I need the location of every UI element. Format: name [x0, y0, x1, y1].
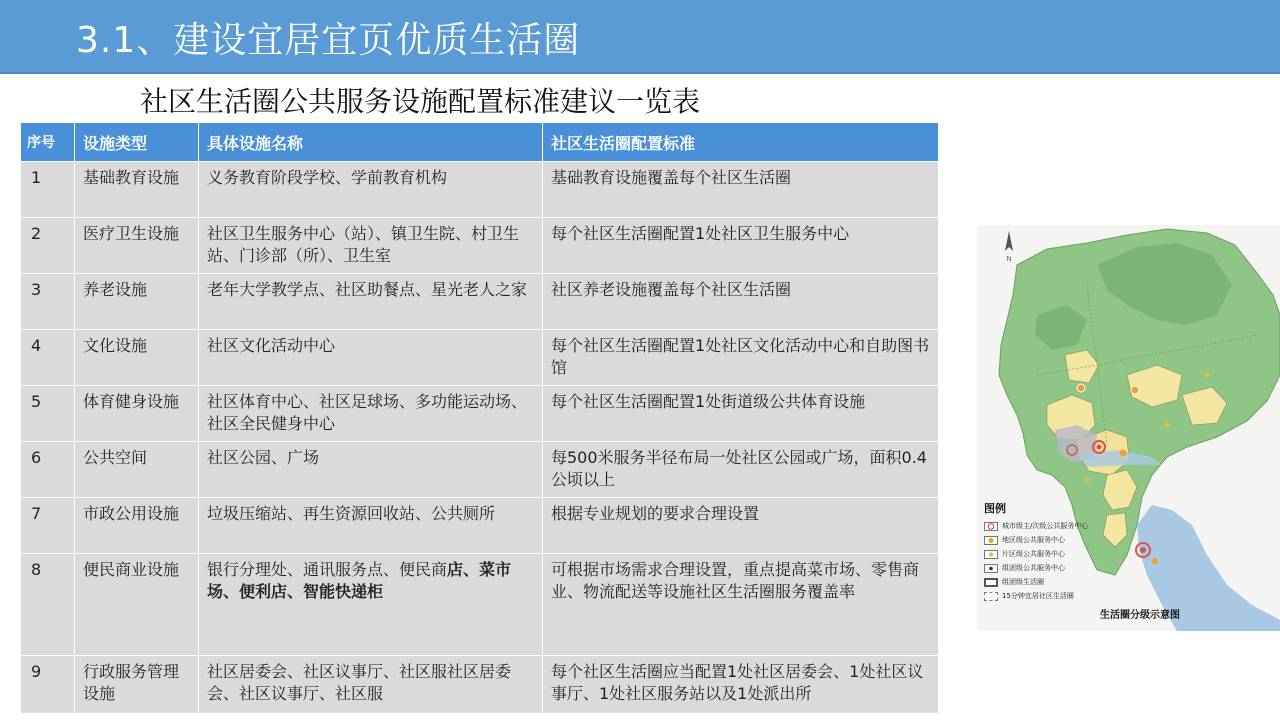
cell-no: 6	[21, 442, 75, 498]
header-no: 序号	[21, 123, 75, 162]
legend-item	[984, 561, 1164, 575]
cell-type: 便民商业设施	[75, 554, 199, 656]
cell-standard: 每500米服务半径布局一处社区公园或广场，面积0.4公顷以上	[543, 442, 939, 498]
cell-standard: 基础教育设施覆盖每个社区生活圈	[543, 162, 939, 218]
cell-names	[199, 554, 543, 656]
cell-standard: 每个社区生活圈配置1处社区卫生服务中心	[543, 218, 939, 274]
community-circle-icon	[984, 592, 998, 601]
cell-no: 7	[21, 498, 75, 554]
cell-names: 垃圾压缩站、再生资源回收站、公共厕所	[199, 498, 543, 554]
legend-label: 地区级公共服务中心	[1002, 536, 1065, 544]
header-standard: 社区生活圈配置标准	[543, 123, 939, 162]
cell-no: 8	[21, 554, 75, 656]
table-row	[21, 218, 939, 274]
header-type: 设施类型	[75, 123, 199, 162]
legend-item	[984, 519, 1164, 533]
table-row	[21, 274, 939, 330]
legend-title: 图例	[984, 502, 1006, 515]
cluster-circle-icon	[984, 578, 998, 587]
cell-names: 社区体育中心、社区足球场、多功能运动场、社区全民健身中心	[199, 386, 543, 442]
cell-names: 社区公园、广场	[199, 442, 543, 498]
table-row	[21, 442, 939, 498]
table-row	[21, 656, 939, 714]
cell-no: 2	[21, 218, 75, 274]
cell-standard: 可根据市场需求合理设置，重点提高菜市场、零售商业、物流配送等设施社区生活圈服务覆盖率	[543, 554, 939, 656]
cell-no: 5	[21, 386, 75, 442]
map-caption: 生活圈分级示意图	[1100, 610, 1180, 621]
table-header-row	[21, 123, 939, 162]
table-row	[21, 554, 939, 656]
cell-standard: 每个社区生活圈应当配置1处社区居委会、1处社区议事厅、1处社区服务站以及1处派出所	[543, 656, 939, 714]
legend-label: 组团级生活圈	[1002, 578, 1044, 586]
cell-no: 3	[21, 274, 75, 330]
area-center-icon	[984, 550, 998, 559]
cell-type: 医疗卫生设施	[75, 218, 199, 274]
legend-label: 片区级公共服务中心	[1002, 550, 1065, 558]
cell-names: 社区卫生服务中心（站）、镇卫生院、村卫生站、门诊部（所）、卫生室	[199, 218, 543, 274]
title-bar	[0, 0, 1280, 74]
cell-type: 养老设施	[75, 274, 199, 330]
cell-standard: 每个社区生活圈配置1处社区文化活动中心和自助图书馆	[543, 330, 939, 386]
cell-standard: 根据专业规划的要求合理设置	[543, 498, 939, 554]
cell-type: 公共空间	[75, 442, 199, 498]
cell-standard: 社区养老设施覆盖每个社区生活圈	[543, 274, 939, 330]
cell-names: 社区文化活动中心	[199, 330, 543, 386]
table-row	[21, 386, 939, 442]
legend-label: 15分钟宜居社区生活圈	[1002, 592, 1074, 600]
svg-text:N: N	[1006, 256, 1012, 263]
legend-label: 组团级公共服务中心	[1002, 564, 1065, 572]
cell-no: 9	[21, 656, 75, 714]
district-center-icon	[984, 536, 998, 545]
cell-names: 老年大学教学点、社区助餐点、星光老人之家	[199, 274, 543, 330]
table-row	[21, 162, 939, 218]
facility-standards-table	[20, 122, 939, 714]
cell-type: 体育健身设施	[75, 386, 199, 442]
cell-no: 4	[21, 330, 75, 386]
legend-item	[984, 547, 1164, 561]
header-names: 具体设施名称	[199, 123, 543, 162]
cell-names-bold: 店、菜市场、便利店、智能快递柜	[207, 560, 512, 601]
cell-names-normal: 银行分理处、通讯服务点、便民商	[207, 560, 448, 579]
page-title: 3.1、建设宜居宜页优质生活圈	[76, 20, 581, 61]
cell-no: 1	[21, 162, 75, 218]
legend-item	[984, 575, 1164, 589]
cell-names: 义务教育阶段学校、学前教育机构	[199, 162, 543, 218]
cell-names: 社区居委会、社区议事厅、社区服社区居委会、社区议事厅、社区服	[199, 656, 543, 714]
legend-item	[984, 533, 1164, 547]
cluster-center-icon	[984, 564, 998, 573]
cell-type: 基础教育设施	[75, 162, 199, 218]
legend-label: 城市级主/次级公共服务中心	[1002, 522, 1089, 530]
table-row	[21, 330, 939, 386]
cell-type: 行政服务管理设施	[75, 656, 199, 714]
table-title: 社区生活圈公共服务设施配置标准建议一览表	[140, 85, 701, 118]
cell-type: 市政公用设施	[75, 498, 199, 554]
cell-type: 文化设施	[75, 330, 199, 386]
legend-item	[984, 589, 1164, 603]
map-legend	[984, 500, 1164, 603]
cell-standard: 每个社区生活圈配置1处街道级公共体育设施	[543, 386, 939, 442]
table-row	[21, 498, 939, 554]
city-center-icon	[984, 522, 998, 531]
